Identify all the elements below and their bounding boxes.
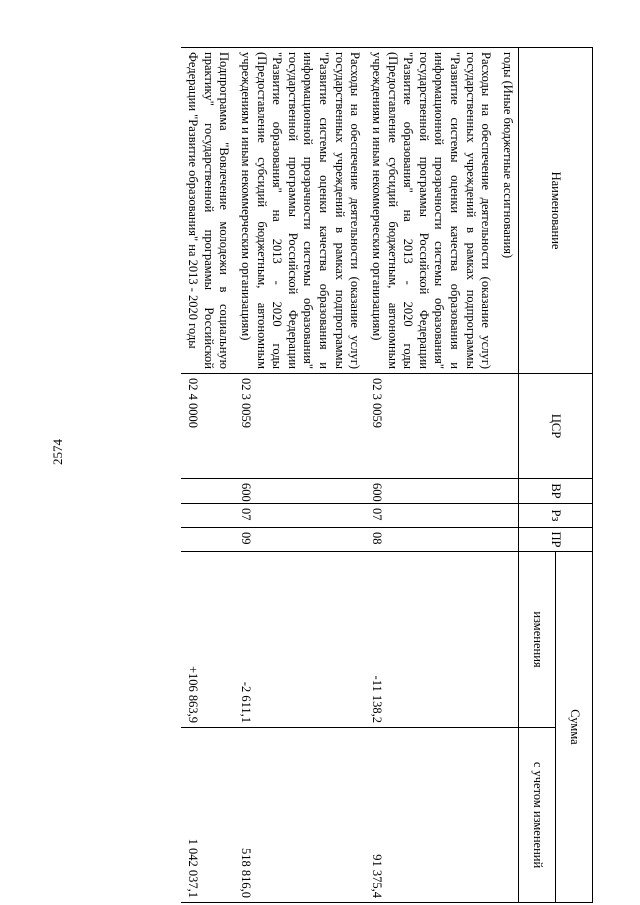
- table-row: [234, 48, 365, 903]
- table-row: [365, 48, 496, 903]
- header-sum: Сумма: [556, 552, 593, 903]
- header-pr: ПР: [519, 528, 593, 552]
- row-csr: 02 3 0059: [365, 374, 496, 479]
- header-changes: изменения: [519, 552, 556, 728]
- row-vr: 600: [365, 479, 496, 504]
- row-csr: 02 3 0059: [234, 374, 365, 479]
- header-with-changes: с учетом изменений: [519, 728, 556, 903]
- rotated-page: [67, 47, 593, 902]
- row-total: 518 816,0: [234, 728, 365, 903]
- header-name: Наименование: [519, 48, 593, 374]
- budget-table: [182, 47, 594, 903]
- row-change: -2 611,1: [234, 552, 365, 728]
- row-change: -11 138,2: [365, 552, 496, 728]
- header-csr: ЦСР: [519, 374, 593, 479]
- row-rz: 07: [365, 504, 496, 528]
- row-vr: 600: [234, 479, 365, 504]
- row-rz: 07: [234, 504, 365, 528]
- row-pr: 09: [234, 528, 365, 552]
- row-total: 1 042 037,1: [182, 728, 235, 903]
- row-pr: [182, 528, 235, 552]
- continuation-text: годы (Иные бюджетные ассигнования): [496, 48, 518, 374]
- table-row: [182, 48, 235, 903]
- row-name: Расходы на обеспечение деятельности (оказание услуг) государственных учреждений в рамках подпрограммы "Развитие системы оценки качества образования и информационной прозрачности системы образования" государственной программы Российской Федерации "Развитие образования" на 2013 - 2020 годы (Предоставление субсидий бюджетным, автономным учреждениям и иным некоммерческим организациям): [365, 48, 496, 374]
- row-pr: 08: [365, 528, 496, 552]
- row-vr: [182, 479, 235, 504]
- page-number: 2574: [50, 439, 65, 465]
- header-rz: Рз: [519, 504, 593, 528]
- row-rz: [182, 504, 235, 528]
- row-name: Расходы на обеспечение деятельности (оказание услуг) государственных учреждений в рамках подпрограммы "Развитие системы оценки качества образования и информационной прозрачности системы образования" государственной программы Российской Федерации "Развитие образования" на 2013 - 2020 годы (Предоставление субсидий бюджетным, автономным учреждениям и иным некоммерческим организациям): [234, 48, 365, 374]
- row-csr: 02 4 0000: [182, 374, 235, 479]
- row-name: Подпрограмма "Вовлечение молодежи в социальную практику" государственной программы Российской Федерации "Развитие образования" на 2013 - 2020 годы: [182, 48, 235, 374]
- row-total: 91 375,4: [365, 728, 496, 903]
- header-vr: ВР: [519, 479, 593, 504]
- row-change: +106 863,9: [182, 552, 235, 728]
